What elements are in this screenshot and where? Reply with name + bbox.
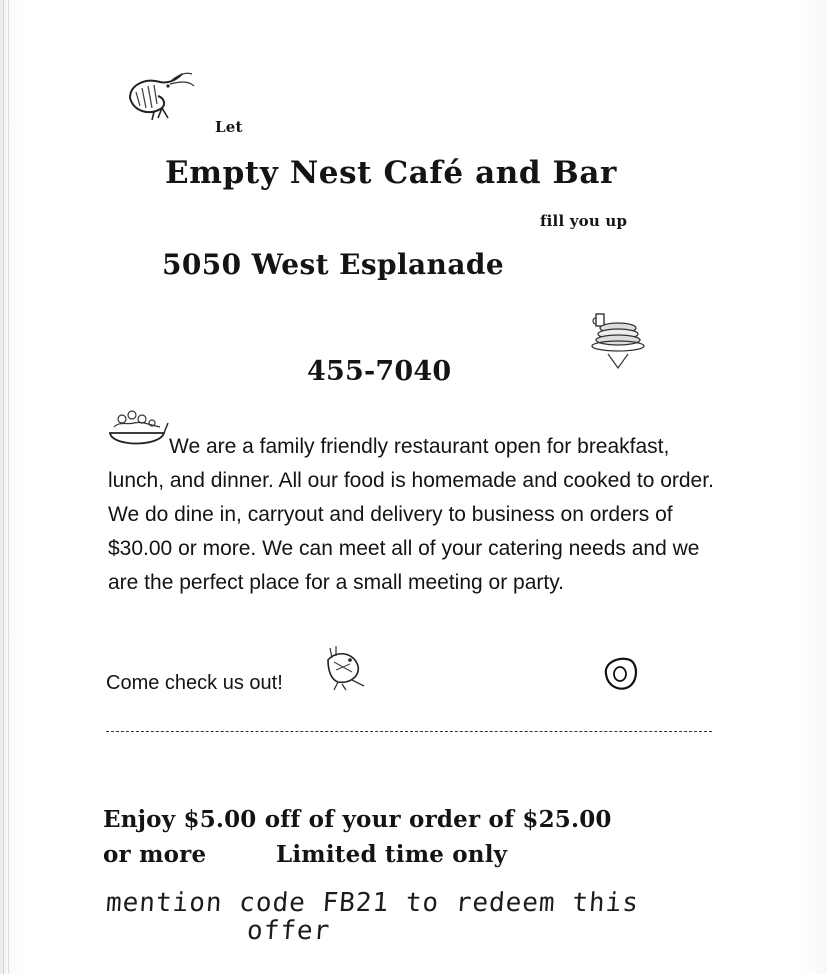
shrimp-icon xyxy=(124,68,196,122)
fried-egg-icon xyxy=(600,654,640,694)
phone-number: 455-7040 xyxy=(307,356,452,387)
handwritten-code-note: mention code FB21 to redeem this xyxy=(104,888,640,918)
address: 5050 West Esplanade xyxy=(162,248,505,281)
page-edge-line xyxy=(8,0,9,974)
description-paragraph: We are a family friendly restaurant open for breakfast, lunch, and dinner. All our food is homemade and cooked to order. We do dine in, carryout and delivery to business on orders of $30.00 or more. We can meet all of your catering needs and we are the perfect place for a small meeting or party. xyxy=(108,435,714,594)
call-to-action: Come check us out! xyxy=(106,672,283,694)
offer-line-1: Enjoy $5.00 off of your order of $25.00 xyxy=(103,806,612,833)
tagline: fill you up xyxy=(540,212,628,230)
handwritten-offer-note: offer xyxy=(245,916,332,946)
coupon-cut-line xyxy=(106,731,712,732)
business-name: Empty Nest Café and Bar xyxy=(165,155,617,191)
pancake-stack-icon xyxy=(588,310,646,372)
headline-let: Let xyxy=(215,118,243,136)
fish-icon xyxy=(324,642,366,692)
offer-limited: Limited time only xyxy=(276,841,508,868)
offer-line-2: or more xyxy=(103,841,207,868)
page-edge-line xyxy=(3,0,4,974)
